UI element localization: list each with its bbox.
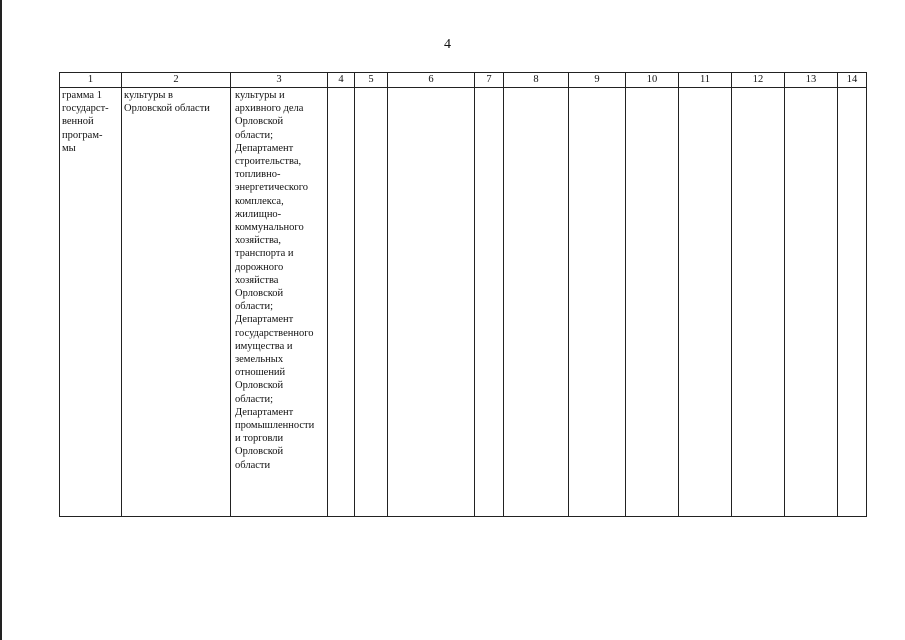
table-cell <box>60 88 122 517</box>
cell-text <box>355 88 387 89</box>
cell-text: культуры и архивного дела Орловской области; Департамент строительства, топливно- энергетического комплекса, жилищно- коммунального хозяйства, транспорта и дорожного хозяйства Орловской области; Департамент государственного имущества и земельных отношений Орловской области; Департамент промышленности и торговли Орловской области <box>235 90 315 471</box>
cell-text: культуры в Орловской области <box>124 90 210 115</box>
cell-text <box>785 88 837 89</box>
cell-text <box>475 88 503 89</box>
table-cell <box>122 88 231 517</box>
page-number: 4 <box>444 37 451 52</box>
column-header: 10 <box>626 73 679 88</box>
table-cell <box>785 88 838 517</box>
cell-text <box>328 88 354 89</box>
table-cell <box>569 88 626 517</box>
column-header: 14 <box>838 73 867 88</box>
table-cell <box>504 88 569 517</box>
cell-text <box>732 88 784 89</box>
table-cell <box>475 88 504 517</box>
column-header: 9 <box>569 73 626 88</box>
cell-text <box>504 88 568 89</box>
table-cell <box>388 88 475 517</box>
table-cell <box>626 88 679 517</box>
column-header: 11 <box>679 73 732 88</box>
column-header: 5 <box>355 73 388 88</box>
column-header: 3 <box>231 73 328 88</box>
column-header: 1 <box>60 73 122 88</box>
table-cell <box>355 88 388 517</box>
column-header: 12 <box>732 73 785 88</box>
cell-text: грамма 1 государст- венной програм- мы <box>62 90 109 154</box>
document-table <box>59 72 867 517</box>
column-header: 6 <box>388 73 475 88</box>
table-cell <box>231 88 328 517</box>
table-header-row <box>60 73 867 88</box>
column-header: 13 <box>785 73 838 88</box>
table-cell <box>838 88 867 517</box>
cell-text <box>388 88 474 89</box>
column-header: 2 <box>122 73 231 88</box>
column-header: 8 <box>504 73 569 88</box>
table-cell <box>679 88 732 517</box>
table-cell <box>328 88 355 517</box>
cell-text <box>626 88 678 89</box>
column-header: 4 <box>328 73 355 88</box>
column-header: 7 <box>475 73 504 88</box>
cell-text <box>569 88 625 89</box>
table-row <box>60 88 867 517</box>
page-left-edge <box>0 0 2 640</box>
table-cell <box>732 88 785 517</box>
cell-text <box>679 88 731 89</box>
cell-text <box>838 88 866 89</box>
